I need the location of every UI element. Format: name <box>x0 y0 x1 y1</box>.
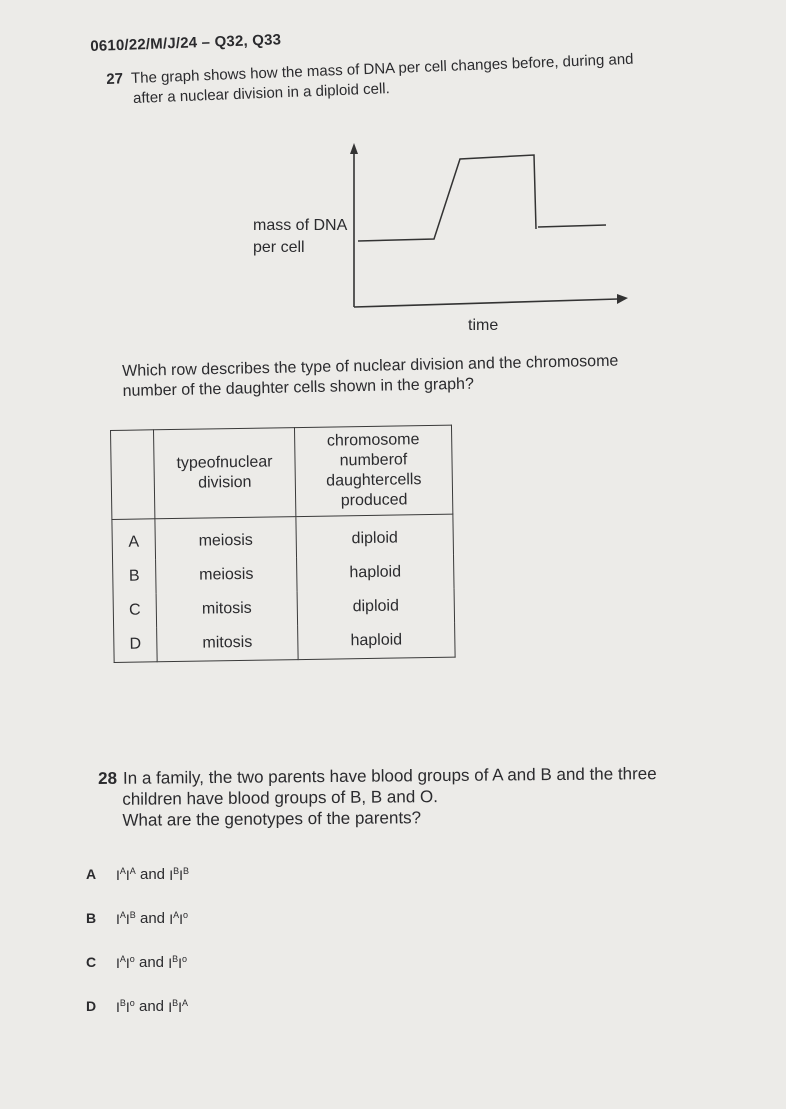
genotype-1: $I^AI^A$ <box>116 865 136 883</box>
header-division: typeofnuclear division <box>154 428 296 519</box>
table-row <box>112 514 454 560</box>
genotype-1: $I^AI^B$ <box>116 909 136 927</box>
table-row <box>113 555 454 594</box>
and-word: and <box>139 865 166 883</box>
stem-line-2: children have blood groups of B, B and O. <box>122 787 439 809</box>
paper-reference: 0610/22/M/J/24 – Q32, Q33 <box>90 31 282 55</box>
row-letter: D <box>114 627 158 662</box>
genotype-1: $I^AI^o$ <box>116 953 135 971</box>
question-number: 27 <box>106 70 124 88</box>
dna-curve <box>358 155 536 241</box>
table-row <box>113 589 454 628</box>
x-axis-arrowhead <box>617 294 628 304</box>
y-axis-label: mass of DNA per cell <box>253 217 348 256</box>
genotype-1: $I^BI^o$ <box>116 997 135 1015</box>
dna-curve-after <box>538 225 606 227</box>
option-letter: B <box>86 910 97 926</box>
option-a[interactable] <box>86 852 189 896</box>
option-letter: D <box>86 998 97 1014</box>
option-letter: A <box>86 866 97 882</box>
option-c[interactable] <box>86 940 189 984</box>
question-28-stem <box>98 762 739 831</box>
row-number: haploid <box>297 555 455 591</box>
and-word: and <box>139 909 166 927</box>
question-27-stem <box>106 45 757 110</box>
stem-line-1: The graph shows how the mass of DNA per cell changes before, during and <box>130 50 634 88</box>
row-letter: B <box>113 559 157 594</box>
table-header-row <box>111 425 453 519</box>
genotype-2: $I^BI^A$ <box>168 997 188 1015</box>
question-28-prompt: What are the genotypes of the parents? <box>122 808 422 830</box>
row-division: mitosis <box>156 591 298 627</box>
question-number: 28 <box>98 768 118 788</box>
and-word: and <box>138 953 165 971</box>
option-b[interactable] <box>86 896 189 940</box>
x-axis <box>354 299 618 307</box>
header-blank <box>111 430 155 520</box>
row-letter: A <box>112 519 156 560</box>
row-number: haploid <box>298 623 456 660</box>
option-d[interactable] <box>86 984 189 1028</box>
row-division: mitosis <box>157 625 299 662</box>
and-word: and <box>138 997 165 1015</box>
stem-line-1: In a family, the two parents have blood groups of A and B and the three <box>122 764 657 788</box>
row-division: meiosis <box>156 557 298 593</box>
row-number: diploid <box>296 514 454 557</box>
row-division: meiosis <box>155 517 297 560</box>
genotype-2: $I^BI^o$ <box>168 953 187 971</box>
row-number: diploid <box>297 589 455 625</box>
table-row <box>114 623 455 663</box>
answer-table <box>110 425 456 663</box>
genotype-2: $I^AI^o$ <box>169 909 188 927</box>
header-chromosome-number: chromosome numberof daughtercells produced <box>294 425 452 516</box>
option-list <box>86 852 189 1028</box>
row-letter: C <box>113 593 157 628</box>
x-axis-label: time <box>468 317 499 334</box>
question-27-prompt: Which row describes the type of nuclear division and the chromosome number of the daughter cells shown in the graph? <box>122 352 619 400</box>
y-axis-arrowhead <box>350 143 358 154</box>
genotype-2: $I^BI^B$ <box>169 865 189 883</box>
option-letter: C <box>86 954 97 970</box>
stem-line-2: after a nuclear division in a diploid cell. <box>132 80 391 107</box>
